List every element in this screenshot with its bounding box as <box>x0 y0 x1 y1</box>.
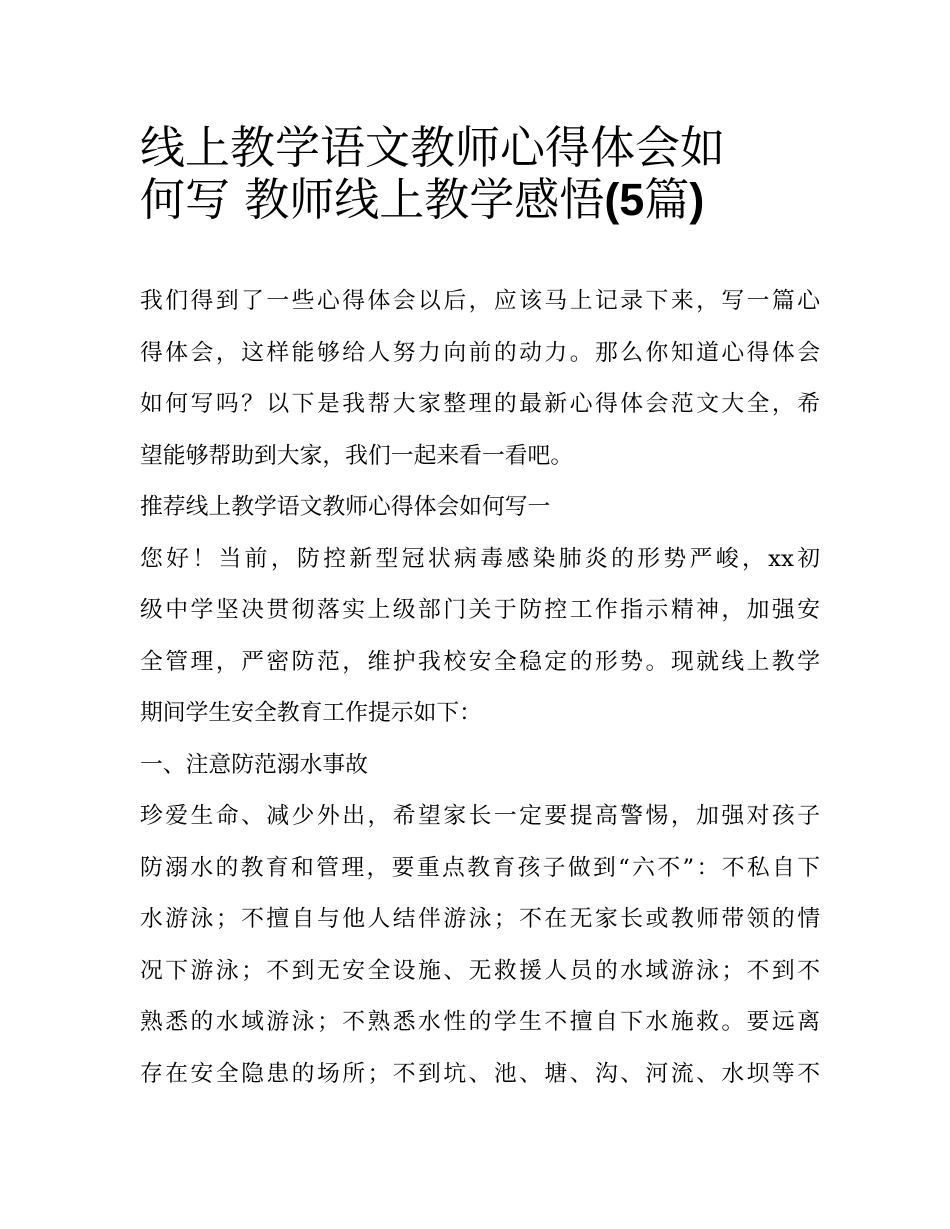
paragraph-line: 熟悉的水域游泳；不熟悉水性的学生不擅自下水施救。要远离 <box>140 1009 820 1035</box>
paragraph-line: 水游泳；不擅自与他人结伴游泳；不在无家长或教师带领的情 <box>140 906 820 932</box>
paragraph-line: 得体会，这样能够给人努力向前的动力。那么你知道心得体会 <box>140 339 820 366</box>
paragraph-line: 如何写吗？以下是我帮大家整理的最新心得体会范文大全，希 <box>140 391 820 417</box>
paragraph-line: 况下游泳；不到无安全设施、无救援人员的水域游泳；不到不 <box>140 957 820 984</box>
title-line: 线上教学语文教师心得体会如 <box>140 121 726 174</box>
paragraph-line: 级中学坚决贯彻落实上级部门关于防控工作指示精神，加强安 <box>140 597 820 623</box>
document-title <box>140 112 820 226</box>
paragraph-line: 珍爱生命、减少外出，希望家长一定要提高警惕，加强对孩子 <box>140 803 820 829</box>
title-line: 何写 教师线上教学感悟(5篇) <box>140 172 705 226</box>
paragraph-line: 全管理，严密防范，维护我校安全稳定的形势。现就线上教学 <box>140 648 820 675</box>
paragraph-line: 防溺水的教育和管理，要重点教育孩子做到“六不”：不私自下 <box>140 854 820 881</box>
paragraph-line: 我们得到了一些心得体会以后，应该马上记录下来，写一篇心 <box>140 288 820 314</box>
paragraph-line: 推荐线上教学语文教师心得体会如何写一 <box>140 494 551 520</box>
document-body <box>140 276 820 1100</box>
paragraph-line: 存在安全隐患的场所；不到坑、池、塘、沟、河流、水坝等不 <box>140 1060 820 1087</box>
paragraph-line: 您好！当前，防控新型冠状病毒感染肺炎的形势严峻，xx初 <box>140 545 820 572</box>
paragraph-line: 一、注意防范溺水事故 <box>140 751 368 778</box>
paragraph-line: 期间学生安全教育工作提示如下： <box>140 700 482 726</box>
paragraph-line: 望能够帮助到大家，我们一起来看一看吧。 <box>140 442 574 469</box>
